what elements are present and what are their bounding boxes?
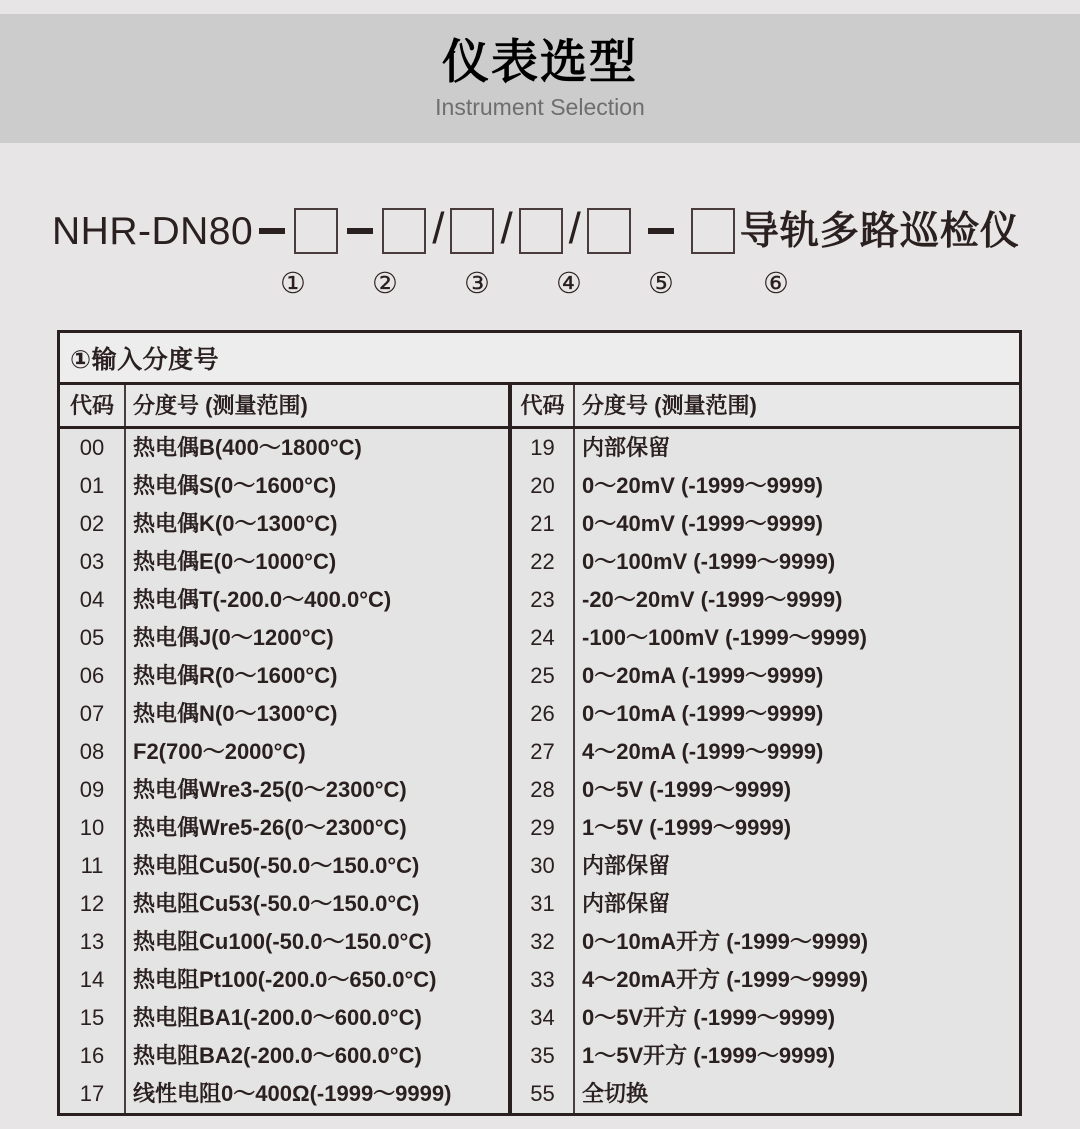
slot-number-2: ② <box>372 268 398 300</box>
table-row <box>60 1037 1019 1075</box>
cell-desc-left: 热电偶Wre3-25(0～2300°C) <box>133 777 407 802</box>
model-slot-4[interactable] <box>519 208 563 254</box>
cell-desc-left: 热电阻Cu50(-50.0～150.0°C) <box>133 853 420 878</box>
table-row <box>60 923 1019 961</box>
cell-code-left: 03 <box>60 543 125 581</box>
separator-slash-1: / <box>432 204 445 253</box>
model-slot-5[interactable] <box>587 208 631 254</box>
table-row <box>60 809 1019 847</box>
column-header-desc-right: 分度号 (测量范围) <box>574 385 1019 428</box>
table-row <box>60 619 1019 657</box>
cell-desc-right: 4～20mA开方 (-1999～9999) <box>582 967 869 992</box>
cell-desc-left: 热电阻Cu100(-50.0～150.0°C) <box>133 929 432 954</box>
spec-table-body <box>60 428 1019 1114</box>
model-code-row <box>52 196 1020 266</box>
cell-desc-left: 热电偶T(-200.0～400.0°C) <box>133 587 392 612</box>
cell-code-left: 11 <box>60 847 125 885</box>
cell-code-left: 09 <box>60 771 125 809</box>
separator-slash-2: / <box>500 204 513 253</box>
cell-code-right: 33 <box>510 961 574 999</box>
table-row <box>60 961 1019 999</box>
cell-code-right: 30 <box>510 847 574 885</box>
cell-desc-left: 热电偶E(0～1000°C) <box>133 549 337 574</box>
cell-code-right: 28 <box>510 771 574 809</box>
cell-desc-left: 热电阻Pt100(-200.0～650.0°C) <box>133 967 437 992</box>
table-row <box>60 657 1019 695</box>
table-row <box>60 733 1019 771</box>
cell-code-right: 19 <box>510 428 574 468</box>
cell-desc-left: 热电偶N(0～1300°C) <box>133 701 338 726</box>
cell-code-right: 29 <box>510 809 574 847</box>
page-title: 仪表选型 <box>442 35 638 88</box>
cell-desc-right: 0～20mA (-1999～9999) <box>582 663 824 688</box>
cell-desc-right: 0～5V开方 (-1999～9999) <box>582 1005 836 1030</box>
cell-code-right: 26 <box>510 695 574 733</box>
cell-desc-right: 1～5V (-1999～9999) <box>582 815 792 840</box>
table-row <box>60 581 1019 619</box>
slot-number-3: ③ <box>464 268 490 300</box>
cell-code-right: 22 <box>510 543 574 581</box>
cell-code-left: 05 <box>60 619 125 657</box>
column-header-code-left: 代码 <box>60 385 125 428</box>
cell-code-left: 01 <box>60 467 125 505</box>
cell-code-right: 20 <box>510 467 574 505</box>
cell-code-right: 34 <box>510 999 574 1037</box>
cell-code-left: 08 <box>60 733 125 771</box>
model-suffix-label: 导轨多路巡检仪 <box>739 209 1020 253</box>
model-slot-1[interactable] <box>294 208 338 254</box>
table-row <box>60 543 1019 581</box>
cell-code-left: 02 <box>60 505 125 543</box>
table-row <box>60 1075 1019 1113</box>
separator-slash-3: / <box>568 204 581 253</box>
cell-code-right: 31 <box>510 885 574 923</box>
table-section-header: ①输入分度号 <box>60 333 1019 385</box>
table-row <box>60 999 1019 1037</box>
model-slot-2[interactable] <box>382 208 426 254</box>
table-row <box>60 847 1019 885</box>
slot-number-4: ④ <box>556 268 582 300</box>
cell-desc-right: 内部保留 <box>582 891 671 916</box>
table-row <box>60 695 1019 733</box>
separator-dash-2 <box>347 228 373 234</box>
cell-code-right: 55 <box>510 1075 574 1113</box>
separator-dash-3 <box>648 228 674 234</box>
cell-desc-right: 0～40mV (-1999～9999) <box>582 511 823 536</box>
cell-code-right: 35 <box>510 1037 574 1075</box>
cell-desc-right: 0～10mA开方 (-1999～9999) <box>582 929 869 954</box>
model-code-diagram <box>0 196 1080 314</box>
cell-code-left: 16 <box>60 1037 125 1075</box>
cell-code-left: 00 <box>60 428 125 468</box>
cell-desc-left: 热电偶Wre5-26(0～2300°C) <box>133 815 407 840</box>
model-slot-number-row <box>52 270 1052 310</box>
cell-desc-right: 内部保留 <box>582 853 671 878</box>
table-header-row <box>60 385 1019 428</box>
cell-desc-left: 热电偶S(0～1600°C) <box>133 473 337 498</box>
cell-desc-left: F2(700～2000°C) <box>133 739 306 764</box>
cell-code-right: 32 <box>510 923 574 961</box>
cell-code-left: 07 <box>60 695 125 733</box>
model-slot-3[interactable] <box>450 208 494 254</box>
input-code-table <box>57 330 1022 1116</box>
column-header-code-right: 代码 <box>510 385 574 428</box>
cell-code-left: 06 <box>60 657 125 695</box>
model-prefix: NHR-DN80 <box>52 209 254 253</box>
cell-desc-left: 热电偶R(0～1600°C) <box>133 663 338 688</box>
slot-number-5: ⑤ <box>648 268 674 300</box>
cell-code-right: 27 <box>510 733 574 771</box>
cell-desc-left: 线性电阻0～400Ω(-1999～9999) <box>133 1081 452 1106</box>
cell-code-right: 21 <box>510 505 574 543</box>
page-banner <box>0 14 1080 143</box>
cell-code-left: 10 <box>60 809 125 847</box>
slot-number-1: ① <box>280 268 306 300</box>
cell-desc-left: 热电阻Cu53(-50.0～150.0°C) <box>133 891 420 916</box>
cell-code-right: 23 <box>510 581 574 619</box>
page-subtitle: Instrument Selection <box>435 94 645 120</box>
cell-desc-right: 1～5V开方 (-1999～9999) <box>582 1043 836 1068</box>
cell-desc-left: 热电阻BA1(-200.0～600.0°C) <box>133 1005 422 1030</box>
cell-code-right: 24 <box>510 619 574 657</box>
cell-desc-right: 0～5V (-1999～9999) <box>582 777 792 802</box>
cell-desc-right: 4～20mA (-1999～9999) <box>582 739 824 764</box>
cell-desc-right: 内部保留 <box>582 435 671 460</box>
cell-code-left: 14 <box>60 961 125 999</box>
table-row <box>60 467 1019 505</box>
cell-desc-left: 热电偶J(0～1200°C) <box>133 625 334 650</box>
cell-code-left: 15 <box>60 999 125 1037</box>
cell-desc-right: 0～20mV (-1999～9999) <box>582 473 823 498</box>
cell-code-left: 17 <box>60 1075 125 1113</box>
column-header-desc-left: 分度号 (测量范围) <box>125 385 510 428</box>
cell-desc-left: 热电阻BA2(-200.0～600.0°C) <box>133 1043 422 1068</box>
cell-desc-left: 热电偶K(0～1300°C) <box>133 511 338 536</box>
cell-code-right: 25 <box>510 657 574 695</box>
table-row <box>60 505 1019 543</box>
table-row <box>60 428 1019 468</box>
cell-code-left: 12 <box>60 885 125 923</box>
cell-desc-right: 全切换 <box>582 1081 649 1106</box>
cell-desc-left: 热电偶B(400～1800°C) <box>133 435 362 460</box>
cell-code-left: 13 <box>60 923 125 961</box>
cell-desc-right: 0～10mA (-1999～9999) <box>582 701 824 726</box>
cell-code-left: 04 <box>60 581 125 619</box>
cell-desc-right: 0～100mV (-1999～9999) <box>582 549 836 574</box>
cell-desc-right: -100～100mV (-1999～9999) <box>582 625 867 650</box>
cell-desc-right: -20～20mV (-1999～9999) <box>582 587 843 612</box>
spec-table <box>60 385 1019 1113</box>
table-row <box>60 771 1019 809</box>
separator-dash-1 <box>259 228 285 234</box>
slot-number-6: ⑥ <box>763 268 789 300</box>
model-slot-6[interactable] <box>691 208 735 254</box>
table-row <box>60 885 1019 923</box>
